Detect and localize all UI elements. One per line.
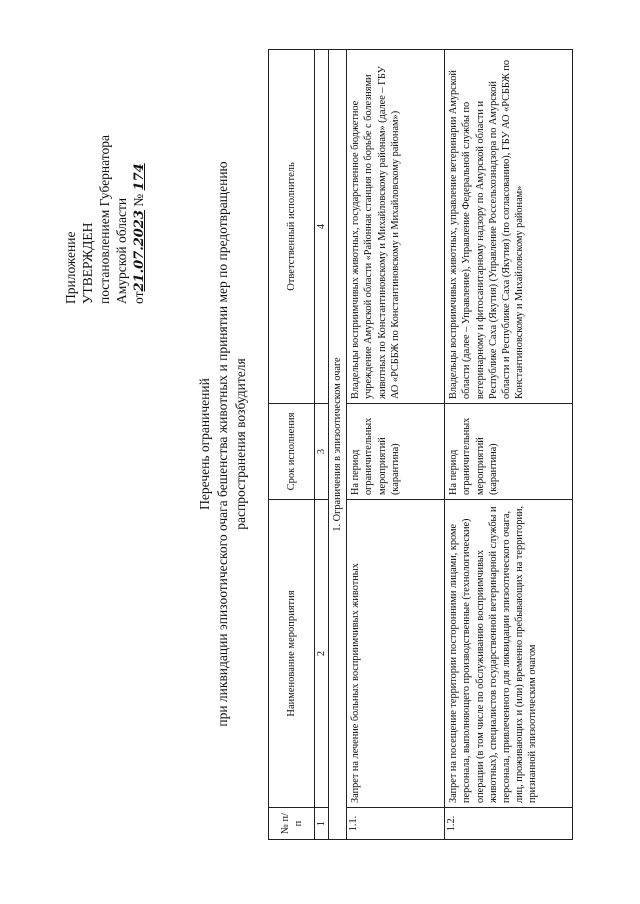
document-title [196, 94, 250, 794]
approved-label: УТВЕРЖДЕН [80, 222, 95, 304]
title-line-3: распространения возбудителя [233, 358, 248, 530]
column-number: 3 [315, 404, 329, 500]
row-number: 1.1. [347, 808, 445, 840]
header-executor: Ответственный исполнитель [269, 50, 315, 404]
row-term: На период ограничительных мероприятий (карантина) [445, 404, 573, 500]
row-measure: Запрет на лечение больных восприимчивых животных [347, 500, 445, 808]
approval-block [62, 34, 148, 304]
column-number: 4 [315, 50, 329, 404]
restrictions-table [268, 49, 573, 840]
row-executor: Владельцы восприимчивых животных, управление ветеринарии Амурской области (далее – Управление), Управление Федеральной службы по ветеринарному и фитосанитарному надзору по Амурской области и Республике Саха (Якутия) (Управление Россельхознадзора по Амурской области и Республике Саха (Якутия) (по согласованию), ГБУ АО «РСББЖ по Константиновскому и Михайловскому районам» [445, 50, 573, 404]
section-title: 1. Ограничения в эпизоотическом очаге [329, 50, 347, 840]
row-number: 1.2. [445, 808, 573, 840]
approved-by-line: постановлением Губернатора [97, 135, 112, 304]
table-row [445, 50, 573, 840]
handwritten-date: 21.07.2023 [132, 210, 147, 292]
row-measure: Запрет на посещение территории посторонними лицами, кроме персонала, выполняющего производственные (технологические) операции (в том числе по обслуживанию восприимчивых животных), специалистов государственной ветеринарной службы и персонала, привлеченного для ликвидации эпизоотического очага, лиц, проживающих и (или) временно пребывающих на территории, признанной эпизоотическим очагом [445, 500, 573, 808]
date-number-line [130, 34, 148, 304]
region-line: Амурской области [114, 197, 129, 304]
table-row [347, 50, 445, 840]
date-prefix: от [131, 291, 146, 304]
title-line-1: Перечень ограничений [197, 378, 212, 510]
header-num: № п/п [269, 808, 315, 840]
number-sign: № [131, 193, 146, 207]
handwritten-number: 174 [132, 163, 147, 191]
section-row [329, 50, 347, 840]
header-name: Наименование мероприятия [269, 500, 315, 808]
column-number: 1 [315, 808, 329, 840]
header-term: Срок исполнения [269, 404, 315, 500]
row-term: На период ограничительных мероприятий (карантина) [347, 404, 445, 500]
title-line-2: при ликвидации эпизоотического очага бешенства животных и принятии мер по предотвращению [215, 161, 230, 727]
column-number: 2 [315, 500, 329, 808]
column-number-row [315, 50, 329, 840]
appendix-label: Приложение [63, 231, 78, 304]
row-executor: Владельцы восприимчивых животных, государственное бюджетное учреждение Амурской области «Районная станция по борьбе с болезнями животных по Константиновскому и Михайловскому районам» (далее – ГБУ АО «РСББЖ по Константиновскому и Михайловскому районам») [347, 50, 445, 404]
header-row [269, 50, 315, 840]
